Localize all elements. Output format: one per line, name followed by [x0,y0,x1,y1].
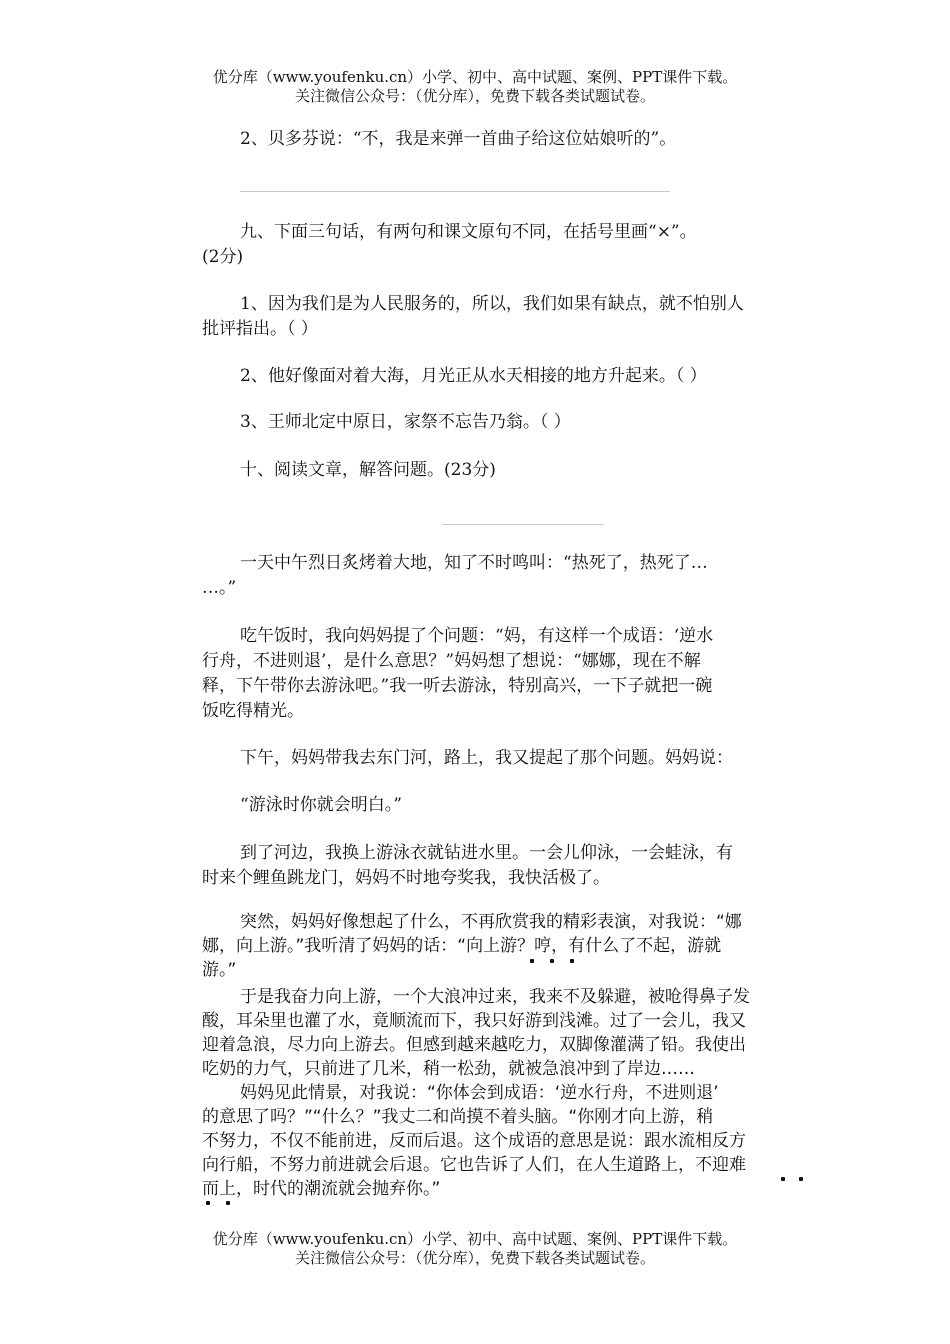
article-p5-line2: 时来个鲤鱼跳龙门，妈妈不时地夸奖我，我快活极了。 [202,868,610,888]
section9-q1-line2: 批评指出。（ ） [202,319,318,339]
article-p1-line2: …。” [202,578,237,598]
section9-q2: 2、他好像面对着大海，月光正从水天相接的地方升起来。（ ） [240,366,707,386]
article-p7-line2: 酸，耳朵里也灌了水，竟顺流而下，我只好游到浅滩。过了一会儿，我又 [202,1011,746,1031]
article-p4: “游泳时你就会明白。” [240,795,402,815]
section8-item-2: 2、贝多芬说：“不，我是来弹一首曲子给这位姑娘听的”。 [240,129,677,149]
header-line-2: 关注微信公众号：（优分库），免费下载各类试题试卷。 [294,87,655,105]
emphasis-dot [570,959,574,963]
article-p2-line3: 释，下午带你去游泳吧。”我一听去游泳，特别高兴，一下子就把一碗 [202,676,713,696]
emphasis-dot [799,1177,803,1181]
article-p6-line1: 突然，妈妈好像想起了什么，不再欣赏我的精彩表演，对我说：“娜 [240,912,742,932]
article-p5-line1: 到了河边，我换上游泳衣就钻进水里。一会儿仰泳，一会蛙泳，有 [240,843,733,863]
article-p1-line1: 一天中午烈日炙烤着大地，知了不时鸣叫：“热死了，热死了… [240,553,708,573]
section9-score: (2分) [202,247,244,267]
article-p2-line2: 行舟，不进则退’，是什么意思？”妈妈想了想说：“娜娜，现在不解 [202,651,701,671]
article-p2-line4: 饭吃得精光。 [202,701,304,721]
article-p6-line2: 娜，向上游。”我听清了妈妈的话：“向上游？哼，有什么了不起，游就 [202,936,722,956]
article-p3: 下午，妈妈带我去东门河，路上，我又提起了那个问题。妈妈说： [240,748,733,768]
answer-line [240,191,670,192]
article-p6-line3: 游。” [202,960,237,980]
emphasis-dot [530,959,534,963]
article-p8-line2: 的意思了吗？”“什么？”我丈二和尚摸不着头脑。“你刚才向上游，稍 [202,1107,714,1127]
emphasis-dot [226,1201,230,1205]
footer-line-1: 优分库（www.youfenku.cn）小学、初中、高中试题、案例、PPT课件下载。 [212,1230,738,1248]
article-p8-line4: 向行船，不努力前进就会后退。它也告诉了人们，在人生道路上，不迎难 [202,1155,746,1175]
article-p7-line3: 迎着急浪，尽力向上游去。但感到越来越吃力，双脚像灌满了铅。我使出 [202,1035,746,1055]
header-line-1: 优分库（www.youfenku.cn）小学、初中、高中试题、案例、PPT课件下载。 [212,68,738,86]
section9-q3: 3、王师北定中原日，家祭不忘告乃翁。（ ） [240,412,571,432]
section9-title: 九、下面三句话，有两句和课文原句不同，在括号里画“×”。 [240,222,697,242]
emphasis-dot [781,1177,785,1181]
article-p7-line1: 于是我奋力向上游，一个大浪冲过来，我来不及躲避，被呛得鼻子发 [240,987,750,1007]
section9-q1-line1: 1、因为我们是为人民服务的，所以，我们如果有缺点，就不怕别人 [240,294,744,314]
emphasis-dot [550,959,554,963]
article-p8-line1: 妈妈见此情景，对我说：“你体会到成语：‘逆水行舟，不进则退’ [240,1083,719,1103]
article-p2-line1: 吃午饭时，我向妈妈提了个问题：“妈，有这样一个成语：‘逆水 [240,626,714,646]
article-title-line [442,524,604,525]
article-p7-line4: 吃奶的力气，只前进了几米，稍一松劲，就被急浪冲到了岸边…… [202,1059,695,1079]
footer-line-2: 关注微信公众号：（优分库），免费下载各类试题试卷。 [294,1249,655,1267]
article-p8-line3: 不努力，不仅不能前进，反而后退。这个成语的意思是说：跟水流相反方 [202,1131,746,1151]
article-p8-line5: 而上，时代的潮流就会抛弃你。” [202,1179,441,1199]
emphasis-dot [206,1201,210,1205]
section10-title: 十、阅读文章，解答问题。(23分) [240,460,496,480]
